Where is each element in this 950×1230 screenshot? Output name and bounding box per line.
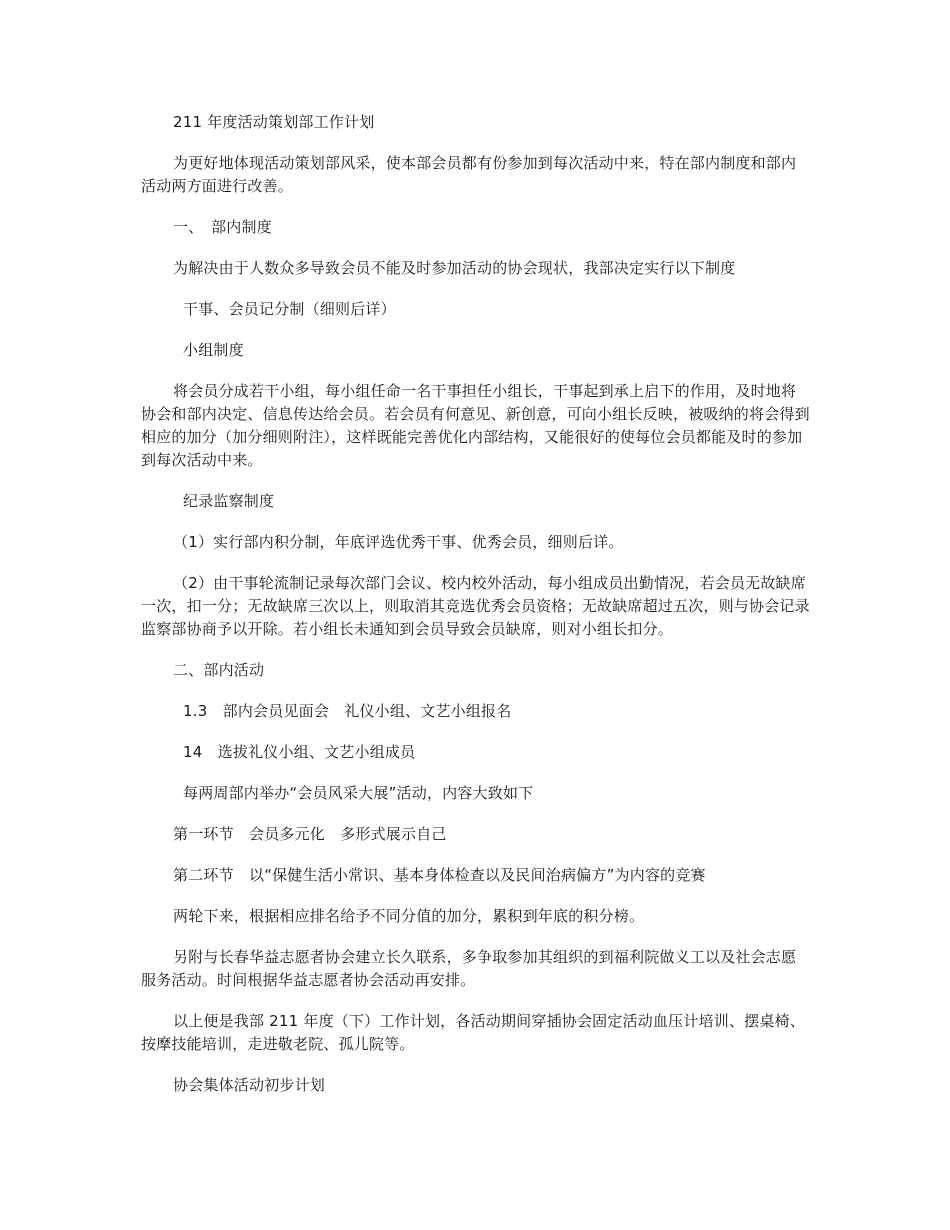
event-stage-2: 第二环节 以“保健生活小常识、基本身体检查以及民间治病偏方”为内容的竞赛 — [173, 866, 706, 884]
activity-item-2: 14 选拔礼仪小组、文艺小组成员 — [183, 743, 416, 761]
rule-item-2: （2）由干事轮流制记录每次部门会议、校内校外活动，每小组成员出勤情况，若会员无故缺席一次，扣一分；无故缺席三次以上，则取消其竞选优秀会员资格；无故缺席超过五次，则与协会记录监察部协商予以开除。若小组长未通知到会员导致会员缺席，则对小组长扣分。 — [141, 574, 810, 638]
scoring-summary-paragraph: 两轮下来，根据相应排名给予不同分值的加分，累积到年底的积分榜。 — [173, 907, 645, 925]
rule-item-1: （1）实行部内积分制，年底评选优秀干事、优秀会员，细则后详。 — [173, 533, 624, 551]
subheading-scoring: 干事、会员记分制（细则后详） — [183, 300, 396, 318]
activity-item-1: 1.3 部内会员见面会 礼仪小组、文艺小组报名 — [183, 702, 512, 720]
section-1-intro: 为解决由于人数众多导致会员不能及时参加活动的协会现状，我部决定实行以下制度 — [173, 259, 736, 277]
section-heading-2: 二、部内活动 — [173, 661, 265, 679]
volunteer-paragraph: 另附与长春华益志愿者协会建立长久联系，多争取参加其组织的到福利院做义工以及社会志愿服务活动。时间根据华益志愿者协会活动再安排。 — [141, 948, 797, 989]
event-stage-1: 第一环节 会员多元化 多形式展示自己 — [173, 825, 447, 843]
plan-summary-paragraph: 以上便是我部 211 年度（下）工作计划，各活动期间穿插协会固定活动血压计培训、摆桌椅、按摩技能培训，走进敬老院、孤儿院等。 — [141, 1012, 805, 1053]
group-system-paragraph: 将会员分成若干小组，每小组任命一名干事担任小组长，干事起到承上启下的作用，及时地将协会和部内决定、信息传达给会员。若会员有何意见、新创意，可向小组长反映，被吸纳的将会得到相应的加分（加分细则附注），这样既能完善优化内部结构，又能很好的使每位会员都能及时的参加到每次活动中来。 — [141, 382, 810, 469]
collective-plan-heading: 协会集体活动初步计划 — [173, 1076, 326, 1094]
subheading-record-supervision: 纪录监察制度 — [183, 492, 275, 510]
section-heading-1: 一、 部内制度 — [173, 218, 272, 236]
document-body — [141, 111, 811, 1115]
document-title: 211 年度活动策划部工作计划 — [173, 113, 375, 131]
biweekly-event-paragraph: 每两周部内举办“会员风采大展”活动，内容大致如下 — [183, 784, 534, 802]
intro-paragraph: 为更好地体现活动策划部风采，使本部会员都有份参加到每次活动中来，特在部内制度和部内活动两方面进行改善。 — [141, 154, 797, 195]
subheading-group-system: 小组制度 — [183, 341, 244, 359]
